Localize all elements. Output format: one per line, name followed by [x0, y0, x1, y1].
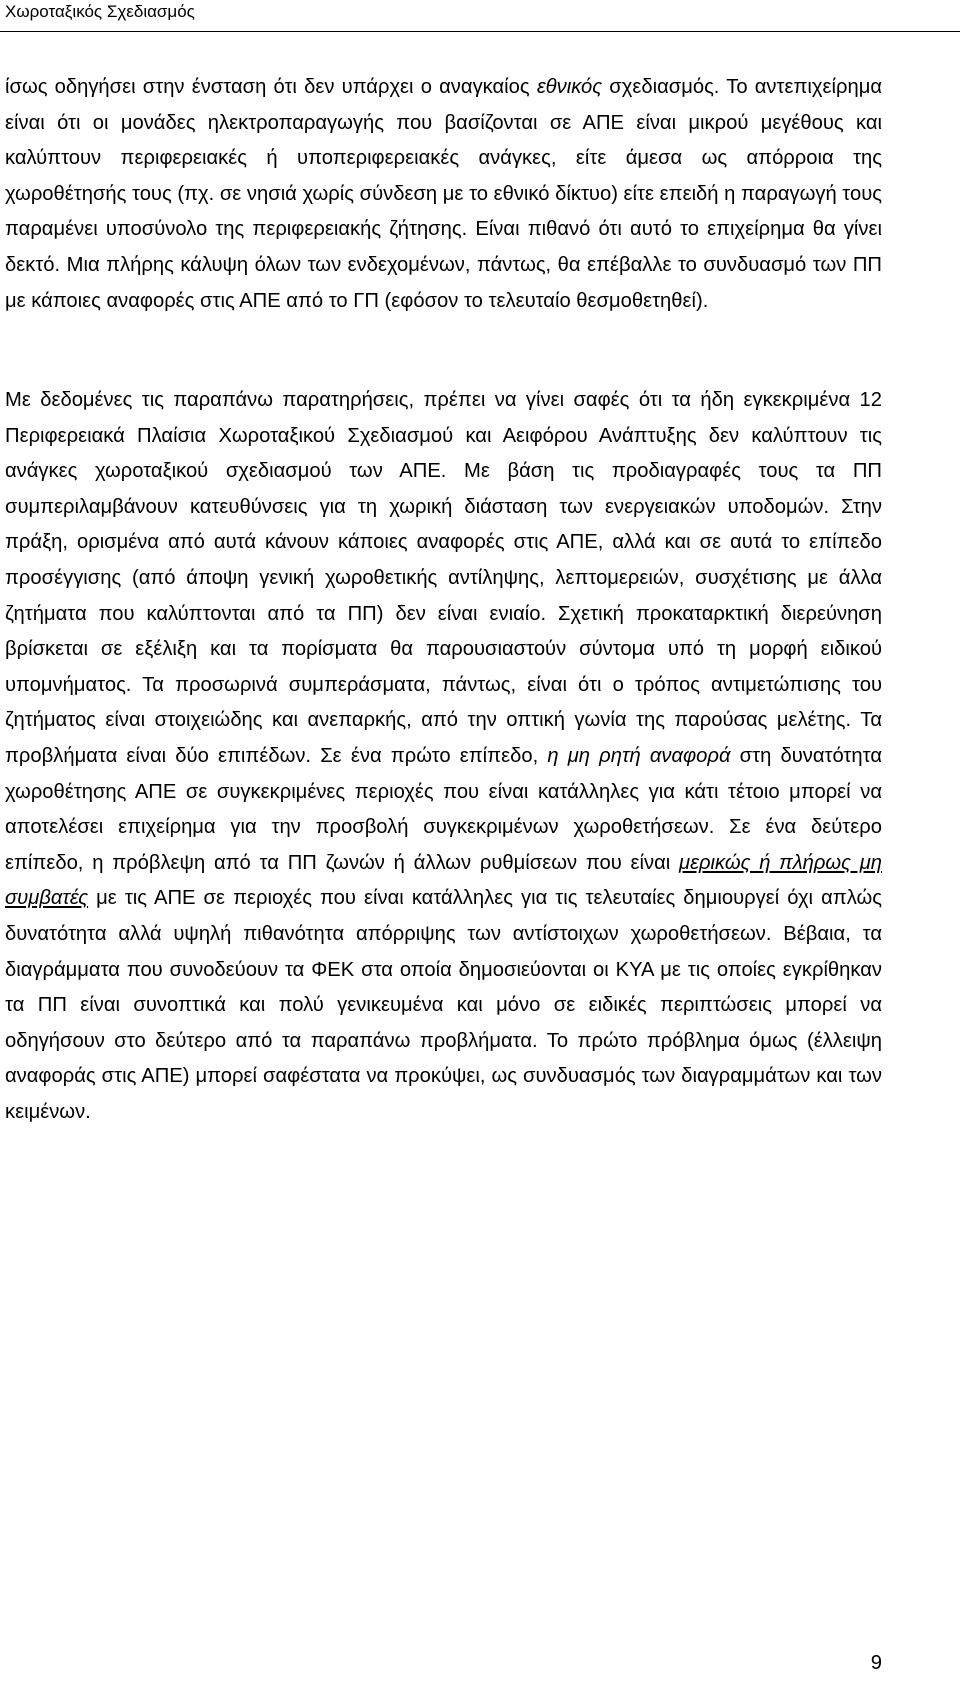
- paragraph-2-text-c: με τις ΑΠΕ σε περιοχές που είναι κατάλληλες για τις τελευταίες δημιουργεί όχι απλώς δυνατότητα αλλά υψηλή πιθανότητα απόρριψης των αντίστοιχων χωροθετήσεων. Βέβαια, τα διαγράμματα που συνοδεύουν τα ΦΕΚ στα οποία δημοσιεύονται οι ΚΥΑ με τις οποίες εγκρίθηκαν τα ΠΠ είναι συνοπτικά και πολύ γενικευμένα και μόνο σε ειδικές περιπτώσεις μπορεί να οδηγήσουν στο δεύτερο από τα παραπάνω προβλήματα. Το πρώτο πρόβλημα όμως (έλλειψη αναφοράς στις ΑΠΕ) μπορεί σαφέστατα να προκύψει, ως συνδυασμός των διαγραμμάτων και των κειμένων.: [5, 887, 882, 1123]
- paragraph-1-emphasis: εθνικός: [536, 76, 603, 98]
- paragraph-2-text-b: στη δυνατότητα χωροθέτησης ΑΠΕ σε συγκεκριμένες περιοχές που είναι κατάλληλες για κάτι τέτοιο μπορεί να αποτελέσει επιχείρημα για την προσβολή συγκεκριμένων χωροθετήσεων. Σε ένα δεύτερο επίπεδο, η πρόβλεψη από τα ΠΠ ζωνών ή άλλων ρυθμίσεων που είναι: [5, 744, 882, 874]
- page-number: 9: [870, 1652, 882, 1674]
- paragraph-2: [5, 383, 882, 1130]
- paragraph-1-text-a: ίσως οδηγήσει στην ένσταση ότι δεν υπάρχει ο αναγκαίος: [5, 76, 537, 98]
- running-header: Χωροταξικός Σχεδιασμός: [5, 2, 195, 21]
- paragraph-2-text-a: Με δεδομένες τις παραπάνω παρατηρήσεις, πρέπει να γίνει σαφές ότι τα ήδη εγκεκριμένα 12 Περιφερειακά Πλαίσια Χωροταξικού Σχεδιασμού και Αειφόρου Ανάπτυξης δεν καλύπτουν τις ανάγκες χωροταξικού σχεδιασμού των ΑΠΕ. Με βάση τις προδιαγραφές τους τα ΠΠ συμπεριλαμβάνουν κατευθύνσεις για τη χωρική διάσταση των ενεργειακών υποδομών. Στην πράξη, ορισμένα από αυτά κάνουν κάποιες αναφορές στις ΑΠΕ, αλλά και σε αυτά το επίπεδο προσέγγισης (από άποψη γενική χωροθετικής αντίληψης, λεπτομερειών, συσχέτισης με άλλα ζητήματα που καλύπτονται από τα ΠΠ) δεν είναι ενιαίο. Σχετική προκαταρκτική διερεύνηση βρίσκεται σε εξέλιξη και τα πορίσματα θα παρουσιαστούν σύντομα υπό τη μορφή ειδικού υπομνήματος. Τα προσωρινά συμπεράσματα, πάντως, είναι ότι ο τρόπος αντιμετώπισης του ζητήματος είναι στοιχειώδης και ανεπαρκής, από την οπτική γωνία της παρούσας μελέτης. Τα προβλήματα είναι δύο επιπέδων. Σε ένα πρώτο επίπεδο,: [5, 389, 882, 767]
- header-divider: [0, 31, 960, 32]
- paragraph-1-text-b: σχεδιασμός. Το αντεπιχείρημα είναι ότι οι μονάδες ηλεκτροπαραγωγής που βασίζονται σε ΑΠΕ είναι μικρού μεγέθους και καλύπτουν περιφερειακές ή υποπεριφερειακές ανάγκες, είτε άμεσα ως απόρροια της χωροθέτησής τους (πχ. σε νησιά χωρίς σύνδεση με το εθνικό δίκτυο) είτε επειδή η παραγωγή τους παραμένει υποσύνολο της περιφερειακής ζήτησης. Είναι πιθανό ότι αυτό το επιχείρημα θα γίνει δεκτό. Μια πλήρης κάλυψη όλων των ενδεχομένων, πάντως, θα επέβαλλε το συνδυασμό των ΠΠ με κάποιες αναφορές στις ΑΠΕ από το ΓΠ (εφόσον το τελευταίο θεσμοθετηθεί).: [5, 76, 882, 312]
- paragraph-2-emphasis-2: μερικώς ή πλήρως μη συμβατές: [5, 851, 882, 910]
- paragraph-2-emphasis-1: η μη ρητή αναφορά: [547, 744, 731, 767]
- paragraph-1: [5, 70, 882, 319]
